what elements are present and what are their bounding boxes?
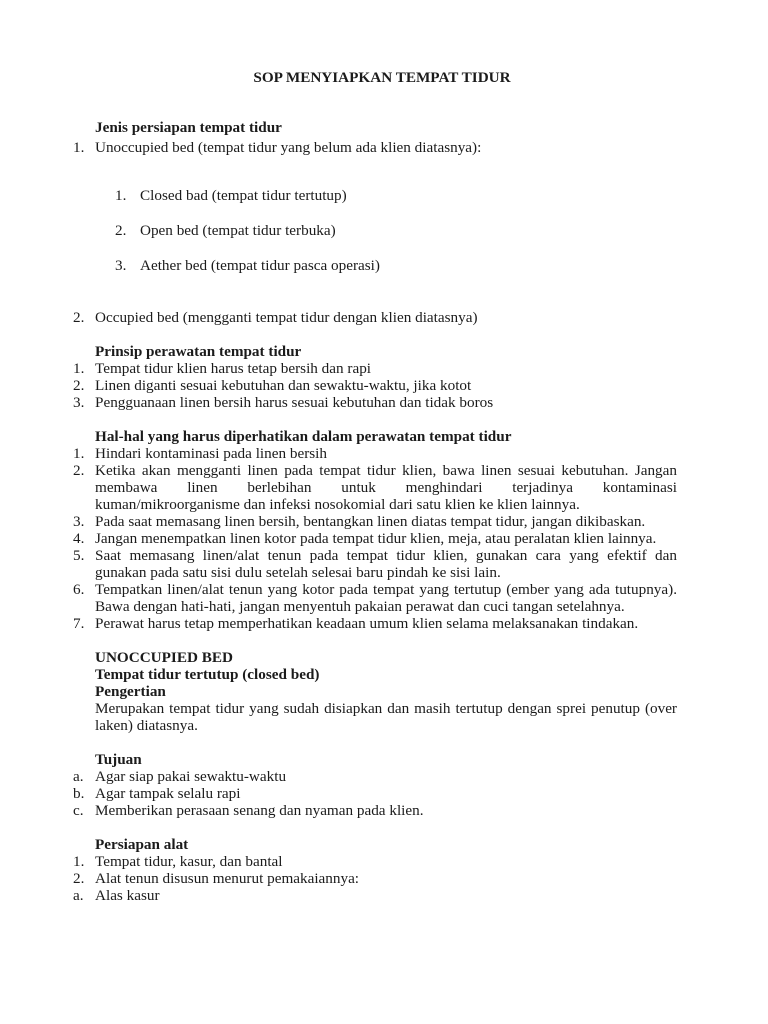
sublist-item [115,222,677,239]
list-letter: c. [73,802,84,819]
list-item-text [95,462,677,513]
subheading-pengertian: Pengertian [95,683,166,700]
list-letter: a. [73,887,84,904]
list-item-text: Unoccupied bed (tempat tidur yang belum ada klien diatasnya): [95,139,482,156]
list-item [73,139,677,156]
list-item [73,615,677,632]
sublist-number: 3. [115,257,127,274]
list-number: 7. [73,615,85,632]
list-item-text: Alat tenun disusun menurut pemakaiannya: [95,870,360,887]
text-line: Saat memasang linen/alat tenun pada tempat tidur klien, gunakan cara yang efektif dan [95,547,677,564]
list-letter: b. [73,785,85,802]
sublist-number: 2. [115,222,127,239]
text-line: Pada saat memasang linen bersih, bentangkan linen diatas tempat tidur, jangan dikibaskan. [95,513,646,530]
sublist-number: 1. [115,187,127,204]
list-item-text: Memberikan perasaan senang dan nyaman pada klien. [95,802,424,819]
list-number: 1. [73,445,85,462]
sublist [73,187,677,274]
list-item [73,547,677,581]
subheading-closed-bed: Tempat tidur tertutup (closed bed) [95,666,320,683]
sublist-item-text: Open bed (tempat tidur terbuka) [140,222,336,239]
document-content [73,0,677,904]
sublist-item-text: Aether bed (tempat tidur pasca operasi) [140,257,380,274]
list-item [73,581,677,615]
list-number: 1. [73,360,85,377]
list-number: 3. [73,513,85,530]
list-item [73,530,677,547]
text-line: kuman/mikroorganisme dan infeksi nosokomial dari satu klien ke klien lainnya. [95,496,580,513]
list-item-text: Tempat tidur klien harus tetap bersih dan rapi [95,360,372,377]
list-item [73,802,677,819]
list-number: 4. [73,530,85,547]
text-line: Jangan menempatkan linen kotor pada tempat tidur klien, meja, atau peralatan klien lainnya. [95,530,657,547]
text-line: Ketika akan mengganti linen pada tempat tidur klien, bawa linen sesuai kebutuhan. Jangan [95,462,677,479]
list-item-text [95,530,677,547]
section-heading-unoccupied-bed: UNOCCUPIED BED [95,649,233,666]
section-heading-jenis-persiapan: Jenis persiapan tempat tidur [95,119,282,136]
list-item-text [95,445,677,462]
list-item [73,785,677,802]
text-line: gunakan pada satu sisi dulu setelah selesai baru pindah ke sisi lain. [95,564,501,581]
sublist-item [115,187,677,204]
section-heading-prinsip: Prinsip perawatan tempat tidur [95,343,302,360]
subheading-persiapan-alat: Persiapan alat [95,836,189,853]
sublist-item-text: Closed bad (tempat tidur tertutup) [140,187,347,204]
list-item-text: Agar siap pakai sewaktu-waktu [95,768,287,785]
list-item [73,309,677,326]
text-line: membawa linen berlebihan untuk menghindari terjadinya kontaminasi [95,479,677,496]
list-item-text [95,547,677,581]
list-item-text: Linen diganti sesuai kebutuhan dan sewaktu-waktu, jika kotot [95,377,472,394]
list-item [73,870,677,887]
list-item [73,377,677,394]
section-heading-hal-hal: Hal-hal yang harus diperhatikan dalam perawatan tempat tidur [95,428,512,445]
list-item [73,462,677,513]
list-letter: a. [73,768,84,785]
list-item-text: Tempat tidur, kasur, dan bantal [95,853,283,870]
list-item [73,513,677,530]
list-number: 1. [73,853,85,870]
list-number: 1. [73,139,85,156]
sublist-item [115,257,677,274]
list-item [73,394,677,411]
text-line: laken) diatasnya. [95,717,198,734]
text-line: Perawat harus tetap memperhatikan keadaan umum klien selama melaksanakan tindakan. [95,615,639,632]
list-item-text: Pengguanaan linen bersih harus sesuai kebutuhan dan tidak boros [95,394,494,411]
document-title: SOP MENYIAPKAN TEMPAT TIDUR [253,69,511,86]
list-item-text [95,513,677,530]
list-item [73,768,677,785]
list-item-text: Occupied bed (mengganti tempat tidur dengan klien diatasnya) [95,309,478,326]
list-item-text: Agar tampak selalu rapi [95,785,241,802]
text-line: Hindari kontaminasi pada linen bersih [95,445,327,462]
list-item [73,360,677,377]
list-number: 2. [73,309,85,326]
pengertian-paragraph [73,700,677,734]
list-number: 2. [73,462,85,479]
subheading-tujuan: Tujuan [95,751,142,768]
list-number: 2. [73,377,85,394]
list-item [73,445,677,462]
text-line: Merupakan tempat tidur yang sudah disiapkan dan masih tertutup dengan sprei penutup (over [95,700,677,717]
list-number: 6. [73,581,85,598]
list-item [73,853,677,870]
list-item [73,887,677,904]
list-number: 2. [73,870,85,887]
list-number: 5. [73,547,85,564]
text-line: Tempatkan linen/alat tenun yang kotor pada tempat yang tertutup (ember yang ada tutupnya). [95,581,677,598]
list-item-text: Alas kasur [95,887,160,904]
list-item-text [95,615,677,632]
list-number: 3. [73,394,85,411]
list-item-text [95,581,677,615]
text-line: Bawa dengan hati-hati, jangan menyentuh pakaian perawat dan cuci tangan setelahnya. [95,598,625,615]
